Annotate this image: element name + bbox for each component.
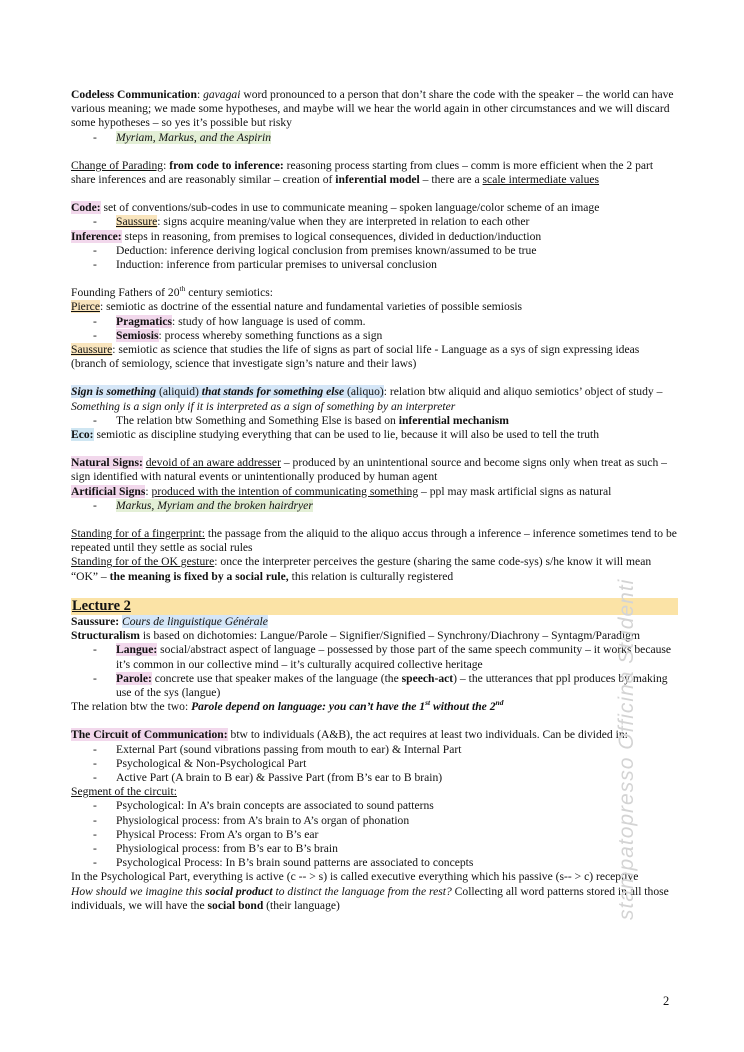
- bullet-langue: [71, 643, 677, 671]
- paragraph-code: [71, 201, 677, 215]
- text: set of conventions/sub-codes in use to communicate meaning – spoken language/color scheme of an image: [100, 201, 600, 215]
- text: (their language): [263, 898, 340, 912]
- term-change-of-parading: Change of Parading: [71, 158, 164, 172]
- term-saussure: Saussure: [116, 215, 158, 229]
- paragraph-sign-definition: [71, 385, 677, 413]
- paragraph-fingerprint: [71, 527, 677, 555]
- text: steps in reasoning, from premises to logical consequences, divided in deduction/induction: [121, 229, 542, 243]
- term-pragmatics: Pragmatics: [116, 314, 173, 328]
- paragraph-change-of-parading: [71, 159, 677, 187]
- bullet-parole: [71, 672, 677, 700]
- paragraph-psychological-part: In the Psychological Part, everything is active (c -- > s) is called executive everything which his passive (s-- > c) receptive: [71, 870, 639, 884]
- text: : semiotic as science that studies the life of signs as part of social life - Language as a sys of sign expressing ideas (branch of semiology, science that investigate sign’s nature and their laws): [71, 343, 640, 371]
- text: btw to individuals (A&B), the act requires at least two individuals. Can be divided in:: [227, 728, 628, 742]
- example-text: Myriam, Markus, and the Aspirin: [116, 130, 272, 144]
- bullet-segment: - Psychological: In A’s brain concepts are associated to sound patterns: [71, 799, 677, 813]
- bullet-pragmatics: [71, 315, 677, 329]
- example-text: Markus, Myriam and the broken hairdryer: [116, 498, 313, 512]
- bullet-example: [71, 131, 677, 145]
- text-italic: Something is a sign only if it is interpreted as a sign of something by an interpreter: [71, 399, 456, 413]
- superscript: th: [179, 284, 186, 294]
- paragraph-social-product: [71, 885, 677, 913]
- paragraph-structuralism: [71, 629, 677, 643]
- sign-definition-highlight: [71, 385, 384, 398]
- bullet-segment: - Physical Process: From A’s organ to B’s ear: [71, 828, 677, 842]
- text-bold: inferential mechanism: [398, 413, 509, 427]
- text: : signs acquire meaning/value when they are interpreted in relation to each other: [157, 215, 530, 229]
- bullet-segment: - Psychological Process: In B’s brain sound patterns are associated to concepts: [71, 856, 677, 870]
- text: Collecting all word patterns stored in all those individuals, we will have the: [71, 884, 669, 912]
- text: : semiotic as doctrine of the essential nature and fundamental varieties of possible semiosis: [99, 300, 523, 314]
- paragraph-inference: [71, 230, 677, 244]
- text: (aliquid): [156, 385, 202, 399]
- term-inference: Inference:: [71, 229, 122, 243]
- text-bold-italic: social product: [205, 884, 273, 898]
- text: this relation is culturally registered: [288, 569, 454, 583]
- paragraph-eco: [71, 428, 677, 442]
- text: is based on dichotomies: Langue/Parole – Signifier/Signified – Synchrony/Diachrony – Syntagm/Paradigm: [139, 629, 640, 643]
- paragraph-ok-gesture: [71, 555, 677, 583]
- term-code: Code:: [71, 201, 101, 215]
- text: : study of how language is used of comm.: [172, 314, 366, 328]
- text-italic: to distinct the language from the rest?: [272, 884, 452, 898]
- paragraph-artificial-signs: [71, 485, 677, 499]
- paragraph-pierce: [71, 300, 677, 314]
- superscript: st: [425, 698, 431, 708]
- paragraph-founding-fathers: [71, 286, 677, 300]
- term-pierce: Pierce: [71, 300, 100, 314]
- text: ) – the utterances that ppl produces by making use of the sys (langue): [116, 671, 668, 699]
- term-natural-signs: Natural Signs:: [71, 456, 143, 470]
- text: :: [196, 88, 204, 101]
- superscript: nd: [495, 698, 504, 708]
- bullet-saussure: [71, 215, 677, 229]
- paragraph-relation: [71, 700, 677, 714]
- text: :: [145, 484, 152, 498]
- text: word pronounced to a person that don’t share the code with the speaker – the world can have various meaning; we made some hypotheses, and maybe will we hear the world again in other circumstances and we will discard some hypotheses – so yes it’s possible but risky: [71, 88, 674, 130]
- document-body: [71, 88, 677, 913]
- text-bold: the meaning is fixed by a social rule,: [109, 569, 289, 583]
- paragraph-saussure: [71, 343, 677, 371]
- term-fingerprint: Standing for of a fingerprint:: [71, 527, 205, 541]
- text-bold: speech-act: [401, 671, 454, 685]
- text-bold-italic: without the 2: [430, 700, 496, 714]
- text: : once the interpreter perceives the gesture (sharing the same code-sys) s/he know it will mean “OK” –: [71, 555, 652, 583]
- bullet-circuit-part: - Active Part (A brain to B ear) & Passive Part (from B’s ear to B brain): [71, 771, 677, 785]
- paragraph-codeless: [71, 88, 677, 131]
- paragraph-circuit: [71, 728, 677, 742]
- term-codeless-communication: Codeless Communication: [71, 88, 197, 101]
- bullet-deduction: - Deduction: inference deriving logical conclusion from premises known/assumed to be true: [71, 244, 677, 258]
- term-eco: Eco:: [71, 428, 94, 442]
- term-structuralism: Structuralism: [71, 629, 140, 643]
- bullet-circuit-part: - Psychological & Non-Psychological Part: [71, 757, 677, 771]
- term-parole: Parole:: [116, 671, 152, 685]
- text-underline: scale intermediate values: [482, 173, 600, 187]
- bullet-segment: - Physiological process: from A’s brain to A’s organ of phonation: [71, 814, 677, 828]
- lecture-heading: Lecture 2: [71, 598, 678, 615]
- text-bold-italic: that stands for something else: [201, 385, 345, 399]
- bullet-semiosis: [71, 329, 677, 343]
- text: The relation btw the two:: [71, 700, 192, 714]
- text: reasoning process starting from clues – comm is more efficient when the 2 part share inferences and are reasonably similar – creation of: [71, 158, 654, 187]
- bullet-circuit-part: - External Part (sound vibrations passing from mouth to ear) & Internal Part: [71, 743, 677, 757]
- text: – ppl may mask artificial signs as natural: [418, 484, 612, 498]
- text: : relation btw aliquid and aliquo semiotics’ object of study –: [383, 385, 663, 399]
- text: concrete use that speaker makes of the language (the: [151, 671, 402, 685]
- text: semiotic as discipline studying everything that can be used to lie, because it will also be used to tell the truth: [93, 428, 600, 442]
- text: :: [163, 158, 170, 172]
- text: century semiotics:: [185, 286, 273, 300]
- text-underline: devoid of an aware addresser: [145, 456, 281, 470]
- page-number: 2: [663, 994, 670, 1008]
- term-saussure: Saussure: [71, 343, 113, 357]
- text-bold-italic: Parole depend on language: you can’t have the 1: [191, 700, 426, 714]
- term-langue: Langue:: [116, 643, 158, 657]
- bullet-induction: - Induction: inference from particular premises to universal conclusion: [71, 258, 677, 272]
- bullet-relation: [71, 414, 677, 428]
- text: The relation btw Something and Something Else is based on: [116, 413, 399, 427]
- text-underline: produced with the intention of communicating something: [151, 484, 419, 498]
- term-gavagai: gavagai: [203, 88, 241, 101]
- text: the passage from the aliquid to the aliquo accus through a inference – inference sometimes tend to be repeated until they settle as social rules: [71, 527, 677, 555]
- text: : process whereby something functions as a sign: [158, 328, 383, 342]
- text-bold-italic: Sign is something: [71, 385, 157, 399]
- bullet-example: [71, 499, 677, 513]
- text: – produced by an unintentional source and become signs only when treat as such – sign identified with natural events or unintentionally produced by human agent: [71, 456, 667, 484]
- book-title: Cours de linguistique Générale: [122, 614, 268, 628]
- text: – there are a: [419, 173, 483, 187]
- paragraph-lecture-saussure: [71, 615, 677, 629]
- paragraph-natural-signs: [71, 456, 677, 484]
- text-bold: Saussure:: [71, 614, 120, 628]
- term-segment-of-circuit: Segment of the circuit:: [71, 785, 177, 799]
- text-italic: How should we imagine this: [71, 884, 206, 898]
- text: Founding Fathers of 20: [71, 286, 180, 300]
- text: (aliquo): [344, 385, 384, 399]
- term-artificial-signs: Artificial Signs: [71, 484, 146, 498]
- bullet-segment: - Physiological process: from B’s ear to B’s brain: [71, 842, 677, 856]
- text-bold: social bond: [207, 898, 264, 912]
- term-circuit-of-communication: The Circuit of Communication:: [71, 728, 228, 742]
- term-ok-gesture: Standing for of the OK gesture: [71, 555, 215, 569]
- text: social/abstract aspect of language – possessed by those part of the same speech community – it works because it’s common in our collective mind – it’s culturally acquired collective heritage: [116, 643, 672, 671]
- watermark: stampatopresso Officina Studenti: [615, 578, 638, 920]
- paragraph-segment: [71, 785, 677, 799]
- text-bold: from code to inference:: [169, 158, 284, 172]
- term-semiosis: Semiosis: [116, 328, 159, 342]
- text-bold: inferential model: [335, 173, 420, 187]
